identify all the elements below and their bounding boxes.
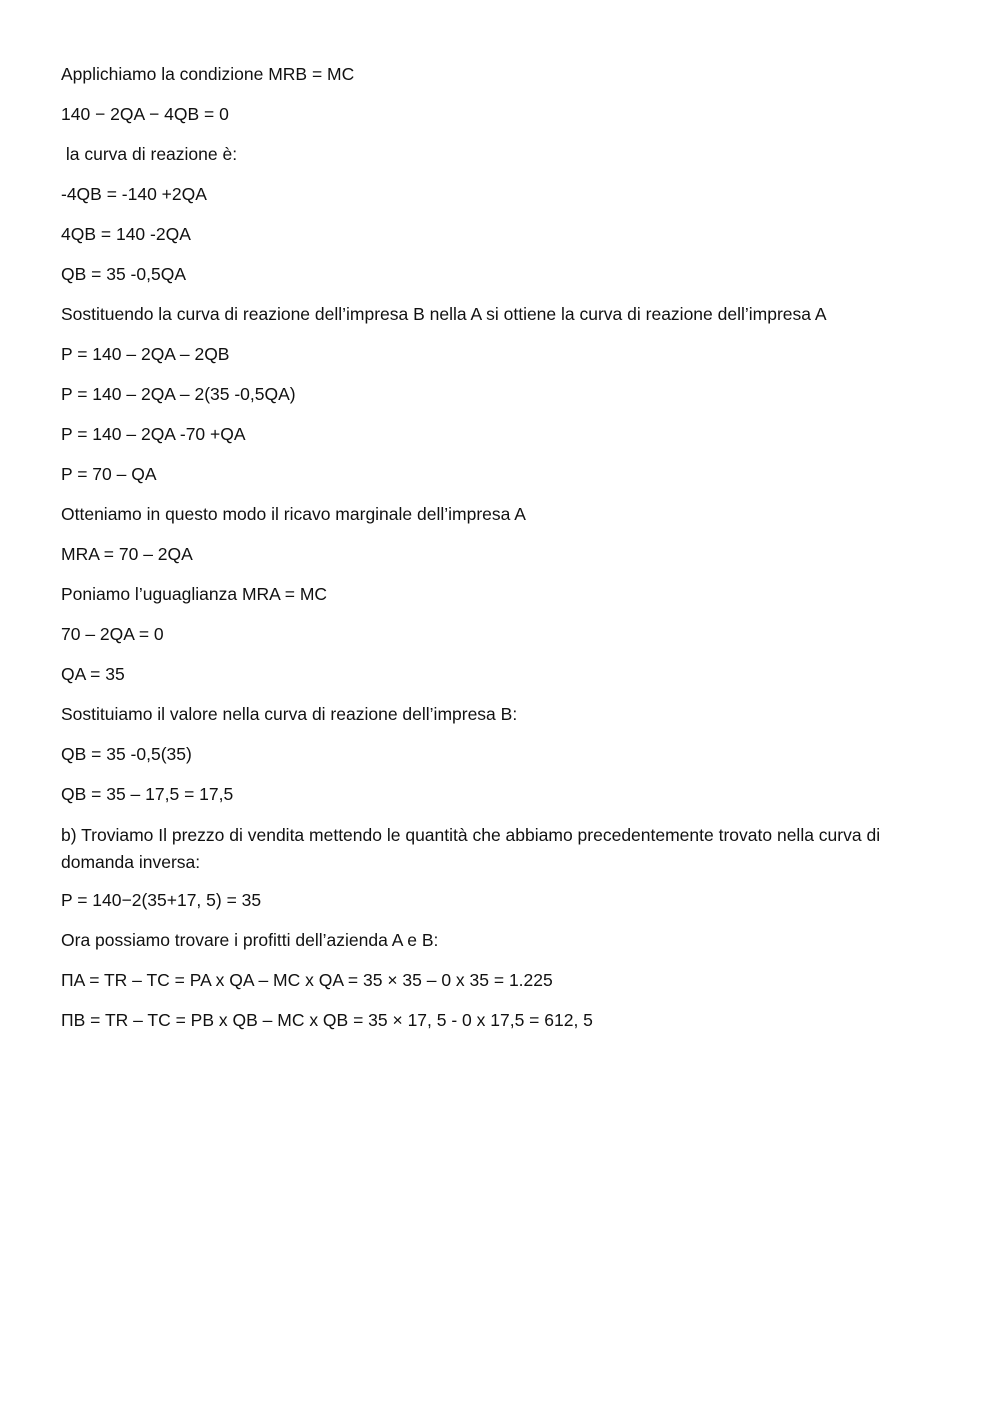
equation-line: P = 140 – 2QA – 2QB (61, 344, 230, 364)
equation-line: QB = 35 – 17,5 = 17,5 (61, 784, 234, 804)
text-line: Poniamo l’uguaglianza MRA = MC (61, 584, 328, 604)
equation-line: 4QB = 140 -2QA (61, 224, 191, 244)
text-line: Sostituendo la curva di reazione dell’impresa B nella A si ottiene la curva di reazione dell’impresa A (61, 304, 827, 324)
text-line: Sostituiamo il valore nella curva di reazione dell’impresa B: (61, 704, 518, 724)
equation-line: QB = 35 -0,5QA (61, 264, 186, 284)
paragraph: b) Troviamo Il prezzo di vendita mettendo le quantità che abbiamo precedentemente trovato nella curva di domanda inversa: (61, 825, 885, 872)
text-line: Ora possiamo trovare i profitti dell’azienda A e B: (61, 930, 439, 950)
equation-line: P = 140 – 2QA -70 +QA (61, 424, 246, 444)
equation-line: ΠB = TR – TC = PB x QB – MC x QB = 35 × 17, 5 - 0 x 17,5 = 612, 5 (61, 1010, 593, 1030)
equation-line: QB = 35 -0,5(35) (61, 744, 192, 764)
equation-line: P = 140−2(35+17, 5) = 35 (61, 890, 262, 910)
equation-line: -4QB = -140 +2QA (61, 184, 207, 204)
text-line: la curva di reazione è: (61, 144, 238, 164)
equation-line: MRA = 70 – 2QA (61, 544, 193, 564)
equation-line: ΠA = TR – TC = PA x QA – MC x QA = 35 × 35 – 0 x 35 = 1.225 (61, 970, 553, 990)
equation-line: 140 − 2QA − 4QB = 0 (61, 104, 229, 124)
text-line: Applichiamo la condizione MRB = MC (61, 64, 355, 84)
equation-line: P = 70 – QA (61, 464, 157, 484)
equation-line: P = 140 – 2QA – 2(35 -0,5QA) (61, 384, 296, 404)
equation-line: QA = 35 (61, 664, 125, 684)
equation-line: 70 – 2QA = 0 (61, 624, 164, 644)
text-line: Otteniamo in questo modo il ricavo marginale dell’impresa A (61, 504, 526, 524)
document-body (61, 62, 941, 1048)
